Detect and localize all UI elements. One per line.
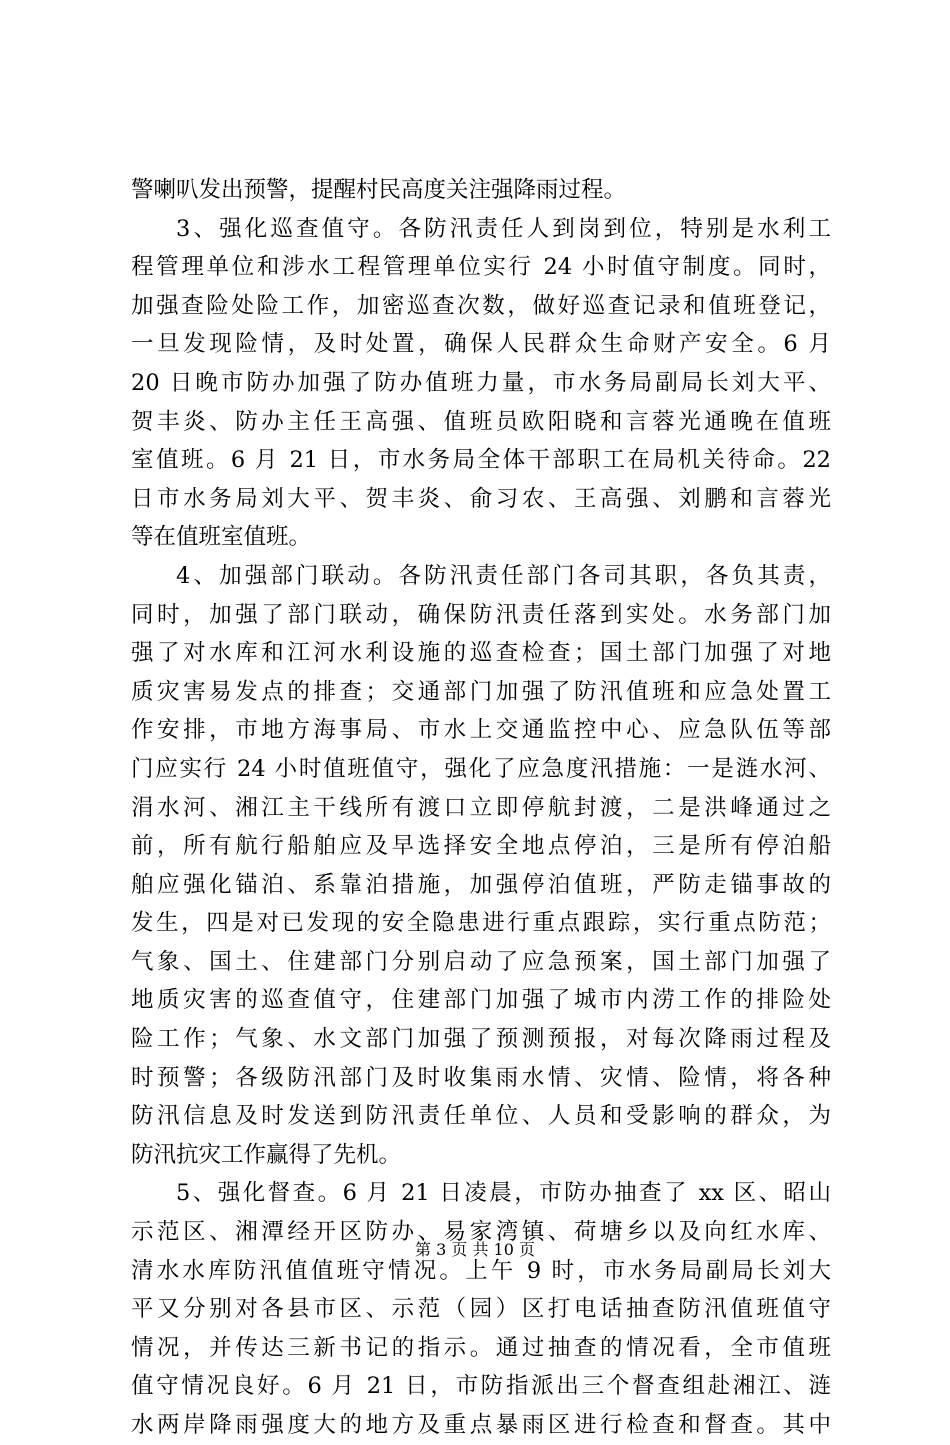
- text-line: 地质灾害的巡查值守，住建部门加强了城市内涝工作的排险处: [131, 987, 831, 1014]
- text-line: 气象、国土、住建部门分别启动了应急预案，国土部门加强了: [131, 948, 831, 975]
- text-line: 4、加强部门联动。各防汛责任部门各司其职，各负其责，: [176, 562, 831, 589]
- text-line: 值守情况良好。6 月 21 日，市防指派出三个督查组赴湘江、涟: [131, 1373, 831, 1400]
- text-line: 防汛抗灾工作赢得了先机。: [131, 1141, 402, 1168]
- text-line: 等在值班室值班。: [131, 524, 312, 551]
- text-line: 门应实行 24 小时值班值守，强化了应急度汛措施：一是涟水河、: [131, 755, 831, 782]
- text-line: 清水水库防汛值值班守情况。上午 9 时，市水务局副局长刘大: [131, 1257, 831, 1284]
- text-line: 防汛信息及时发送到防汛责任单位、人员和受影响的群众，为: [131, 1103, 831, 1130]
- text-line: 3、强化巡查值守。各防汛责任人到岗到位，特别是水利工: [176, 215, 831, 242]
- text-line: 作安排，市地方海事局、市水上交通监控中心、应急队伍等部: [131, 717, 831, 744]
- text-line: 5、强化督查。6 月 21 日凌晨，市防办抽查了 xx 区、昭山: [176, 1180, 831, 1207]
- text-line: 情况，并传达三新书记的指示。通过抽查的情况看，全市值班: [131, 1334, 831, 1361]
- text-line: 贺丰炎、防办主任王高强、值班员欧阳晓和言蓉光通晚在值班: [131, 408, 831, 435]
- text-line: 时预警；各级防汛部门及时收集雨水情、灾情、险情，将各种: [131, 1064, 831, 1091]
- text-line: 水两岸降雨强度大的地方及重点暴雨区进行检查和督查。其中: [131, 1412, 831, 1438]
- text-line: 同时，加强了部门联动，确保防汛责任落到实处。水务部门加: [131, 601, 831, 628]
- text-line: 强了对水库和江河水利设施的巡查检查；国土部门加强了对地: [131, 640, 831, 667]
- text-line: 舶应强化锚泊、系靠泊措施，加强停泊值班，严防走锚事故的: [131, 871, 831, 898]
- text-line: 示范区、湘潭经开区防办、易家湾镇、荷塘乡以及向红水库、: [131, 1219, 831, 1246]
- text-line: 20 日晚市防办加强了防办值班力量，市水务局副局长刘大平、: [131, 369, 831, 396]
- text-line: 加强查险处险工作，加密巡查次数，做好巡查记录和值班登记，: [131, 292, 831, 319]
- text-line: 涓水河、湘江主干线所有渡口立即停航封渡，二是洪峰通过之: [131, 794, 831, 821]
- text-line: 程管理单位和涉水工程管理单位实行 24 小时值守制度。同时，: [131, 254, 831, 281]
- text-line: 警喇叭发出预警，提醒村民高度关注强降雨过程。: [131, 177, 627, 203]
- text-line: 前，所有航行船舶应及早选择安全地点停泊，三是所有停泊船: [131, 833, 831, 860]
- text-line: 室值班。6 月 21 日，市水务局全体干部职工在局机关待命。22: [131, 447, 831, 474]
- text-line: 一旦发现险情，及时处置，确保人民群众生命财产安全。6 月: [131, 331, 831, 358]
- text-line: 质灾害易发点的排查；交通部门加强了防汛值班和应急处置工: [131, 678, 831, 705]
- page-footer: 第 3 页 共 10 页: [415, 1240, 535, 1259]
- text-line: 发生，四是对已发现的安全隐患进行重点跟踪，实行重点防范；: [131, 910, 831, 937]
- text-line: 平又分别对各县市区、示范（园）区打电话抽查防汛值班值守: [131, 1296, 831, 1323]
- text-line: 日市水务局刘大平、贺丰炎、俞习农、王高强、刘鹏和言蓉光: [131, 485, 831, 512]
- text-line: 险工作；气象、水文部门加强了预测预报，对每次降雨过程及: [131, 1026, 831, 1053]
